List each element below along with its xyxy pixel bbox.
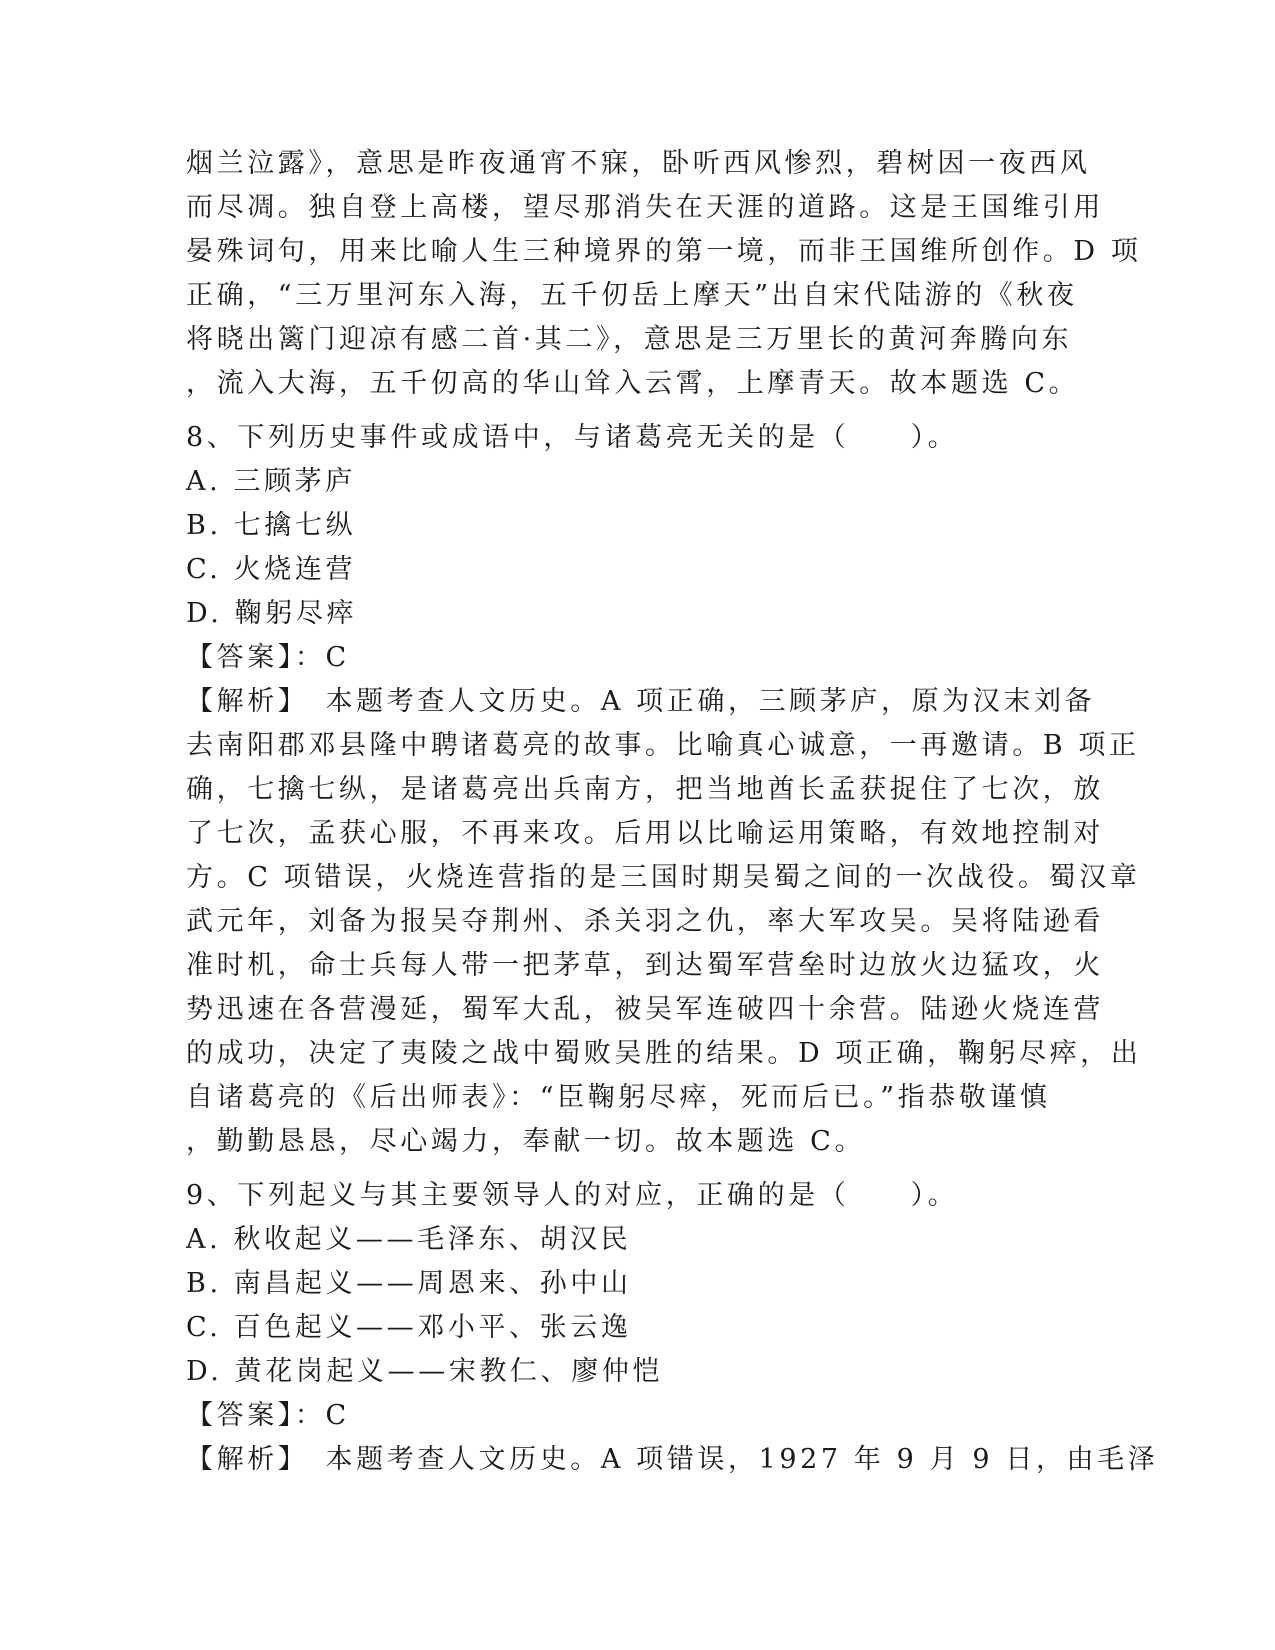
previous-analysis-continuation — [186, 142, 1142, 406]
text-line: 方。C 项错误，火烧连营指的是三国时期吴蜀之间的一次战役。蜀汉章 — [186, 862, 1141, 893]
text-line: 自诸葛亮的《后出师表》：“臣鞠躬尽瘁，死而后已。”指恭敬谨慎 — [186, 1082, 1051, 1113]
option-c: C. 百色起义——邓小平、张云逸 — [186, 1312, 632, 1343]
option-c: C. 火烧连营 — [186, 554, 357, 585]
text-line: 武元年，刘备为报吴夺荆州、杀关羽之仇，率大军攻吴。吴将陆逊看 — [186, 906, 1104, 937]
option-d: D. 鞠躬尽瘁 — [186, 598, 358, 629]
option-a: A. 秋收起义——毛泽东、胡汉民 — [186, 1224, 632, 1255]
question-stem: 8、下列历史事件或成语中，与诸葛亮无关的是（ ）。 — [186, 422, 959, 453]
option-b: B. 南昌起义——周恩来、孙中山 — [186, 1268, 632, 1299]
option-a: A. 三顾茅庐 — [186, 466, 356, 497]
question-8 — [186, 416, 1142, 1164]
answer: 【答案】：C — [186, 1400, 350, 1431]
text-line: ，流入大海，五千仞高的华山耸入云霄，上摩青天。故本题选 C。 — [186, 368, 1080, 399]
text-line: 晏殊词句，用来比喻人生三种境界的第一境，而非王国维所创作。D 项 — [186, 236, 1142, 267]
text-line: 【解析】 本题考查人文历史。A 项错误，1927 年 9 月 9 日，由毛泽 — [186, 1444, 1159, 1475]
page-content — [186, 142, 1159, 1482]
analysis — [186, 1438, 1159, 1482]
text-line: 确，七擒七纵，是诸葛亮出兵南方，把当地酋长孟获捉住了七次，放 — [186, 774, 1104, 805]
analysis — [186, 680, 1142, 1164]
option-b: B. 七擒七纵 — [186, 510, 357, 541]
text-line: 去南阳郡邓县隆中聘诸葛亮的故事。比喻真心诚意，一再邀请。B 项正 — [186, 730, 1140, 761]
text-line: 正确，“三万里河东入海，五千仞岳上摩天”出自宋代陆游的《秋夜 — [186, 280, 1078, 311]
answer: 【答案】：C — [186, 642, 350, 673]
option-d: D. 黄花岗起义——宋教仁、廖仲恺 — [186, 1356, 664, 1387]
text-line: ，勤勤恳恳，尽心竭力，奉献一切。故本题选 C。 — [186, 1126, 866, 1157]
text-line: 烟兰泣露》，意思是昨夜通宵不寐，卧听西风惨烈，碧树因一夜西风 — [186, 148, 1091, 179]
question-9 — [186, 1174, 1159, 1482]
question-stem: 9、下列起义与其主要领导人的对应，正确的是（ ）。 — [186, 1180, 959, 1211]
text-line: 的成功，决定了夷陵之战中蜀败吴胜的结果。D 项正确，鞠躬尽瘁，出 — [186, 1038, 1142, 1069]
text-line: 将晓出篱门迎凉有感二首·其二》，意思是三万里长的黄河奔腾向东 — [186, 324, 1073, 355]
text-line: 势迅速在各营漫延，蜀军大乱，被吴军连破四十余营。陆逊火烧连营 — [186, 994, 1104, 1025]
text-line: 准时机，命士兵每人带一把茅草，到达蜀军营垒时边放火边猛攻，火 — [186, 950, 1104, 981]
text-line: 了七次，孟获心服，不再来攻。后用以比喻运用策略，有效地控制对 — [186, 818, 1104, 849]
text-line: 【解析】 本题考查人文历史。A 项正确，三顾茅庐，原为汉末刘备 — [186, 686, 1096, 717]
text-line: 而尽凋。独自登上高楼，望尽那消失在天涯的道路。这是王国维引用 — [186, 192, 1104, 223]
